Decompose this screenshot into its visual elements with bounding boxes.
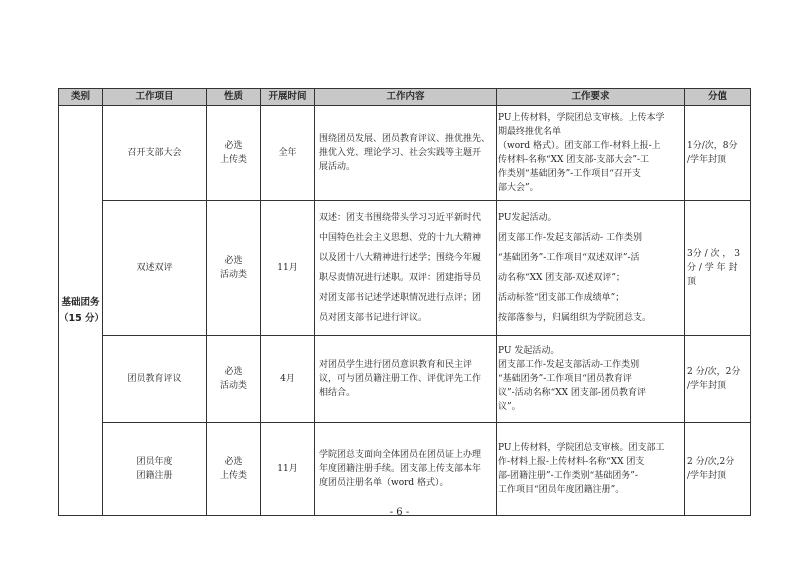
header-time: 开展时间 (261, 89, 315, 106)
content-line: 度团员注册名单（word 格式）。 (319, 478, 449, 488)
item-text: 团籍注册 (136, 471, 173, 481)
content-line: 职尽责情况进行述职。双评：团建指导员 (319, 273, 482, 283)
requirement-line: 动名称“XX 团支部-双述双评”； (498, 273, 625, 283)
category-name: 基础团务 (61, 296, 100, 308)
nature-cell (207, 106, 261, 201)
content-cell (315, 423, 497, 516)
requirement-cell (497, 336, 685, 423)
score-cell (685, 423, 751, 516)
requirement-line: 议”。 (498, 402, 521, 412)
score-cell (685, 336, 751, 423)
nature-text: 必选 (224, 256, 243, 266)
header-category: 类别 (59, 89, 103, 106)
table-row (59, 336, 751, 423)
time-cell: 11月 (261, 423, 315, 516)
page-number: - 6 - (389, 507, 410, 518)
content-line: 推优入党、理论学习、社会实践等主题开 (319, 148, 482, 158)
content-line: 以及团十八大精神进行述学；围绕今年履 (319, 253, 482, 263)
header-item: 工作项目 (103, 89, 207, 106)
nature-text: 活动类 (219, 270, 247, 280)
item-cell (103, 106, 207, 201)
nature-cell (207, 423, 261, 516)
content-line: 相结合。 (319, 388, 356, 398)
nature-text: 必选 (224, 367, 243, 377)
nature-text: 上传类 (219, 155, 247, 165)
requirement-cell (497, 423, 685, 516)
score-line: 2 分/次，2分 (687, 367, 741, 377)
content-line: 对团支部书记述学述职情况进行点评；团 (319, 293, 482, 303)
nature-text: 上传类 (219, 471, 247, 481)
header-nature: 性质 (207, 89, 261, 106)
time-cell: 全年 (261, 106, 315, 201)
content-line: 对团员学生进行团员意识教育和民主评 (319, 360, 473, 370)
header-content: 工作内容 (315, 89, 497, 106)
score-cell (685, 106, 751, 201)
requirement-line: “基础团务”-工作项目“双述双评”-活 (498, 253, 640, 263)
requirement-cell (497, 201, 685, 336)
work-table (58, 88, 751, 516)
content-line: 双述：团支书围绕带头学习习近平新时代 (319, 213, 482, 223)
item-text: 团员教育评议 (127, 374, 182, 384)
content-line: 展活动。 (319, 162, 356, 172)
requirement-line: 期最终推优名单 (498, 127, 562, 137)
content-line: 年度团籍注册手续。团支部上传支部本年 (319, 464, 482, 474)
table-row (59, 423, 751, 516)
item-text: 双述双评 (136, 263, 173, 273)
requirement-line: 传材料-名称“XX 团支部-支部大会”-工 (498, 155, 650, 165)
requirement-line: 按部落参与，归属组织为学院团总支。 (498, 313, 652, 323)
score-line: 2 分/次,2分 (687, 457, 735, 467)
header-score: 分值 (685, 89, 751, 106)
requirement-line: 作-材料上报-上传材料-名称“XX 团支 (498, 457, 645, 467)
content-cell (315, 106, 497, 201)
item-cell (103, 201, 207, 336)
time-cell: 4月 (261, 336, 315, 423)
requirement-line: 工作项目“团员年度团籍注册”。 (498, 485, 625, 495)
score-cell (685, 201, 751, 336)
requirement-line: PU 发起活动。 (498, 346, 560, 356)
requirement-line: 活动标签“团支部工作成绩单”； (498, 293, 625, 303)
requirement-line: “基础团务”-工作项目“团员教育评 (498, 374, 632, 384)
score-line: /学年封顶 (687, 381, 727, 391)
category-points: （15 分） (59, 312, 105, 324)
requirement-line: PU发起活动。 (498, 213, 557, 223)
content-cell (315, 201, 497, 336)
item-cell (103, 423, 207, 516)
requirement-line: 部-团籍注册”-工作类别“基础团务”- (498, 471, 638, 481)
score-line: 顶 (687, 277, 697, 287)
requirement-line: 团支部工作-发起支部活动-工作类别 (498, 360, 640, 370)
score-line: /学年封顶 (687, 155, 727, 165)
item-text: 团员年度 (136, 457, 173, 467)
nature-text: 必选 (224, 141, 243, 151)
nature-text: 活动类 (219, 381, 247, 391)
requirement-line: 部大会”。 (498, 183, 539, 193)
content-cell (315, 336, 497, 423)
score-line: 分 / 学 年 封 (687, 263, 738, 273)
time-cell: 11月 (261, 201, 315, 336)
item-cell (103, 336, 207, 423)
table-row (59, 106, 751, 201)
requirement-line: 团支部工作-发起支部活动- 工作类别 (498, 233, 642, 243)
category-cell (59, 106, 103, 516)
header-requirement: 工作要求 (497, 89, 685, 106)
item-text: 召开支部大会 (127, 148, 182, 158)
requirement-line: （word 格式）。团支部工作-材料上报-上 (498, 141, 661, 151)
requirement-line: PU上传材料，学院团总支审核。上传本学 (498, 113, 665, 123)
nature-cell (207, 201, 261, 336)
score-line: 1分/次，8分 (687, 141, 738, 151)
score-line: /学年封顶 (687, 471, 727, 481)
nature-cell (207, 336, 261, 423)
requirement-line: 作类别“基础团务”-工作项目“召开支 (498, 169, 641, 179)
content-line: 中国特色社会主义思想、党的十九大精神 (319, 233, 482, 243)
table-row (59, 201, 751, 336)
content-line: 围绕团员发展、团员教育评议、推优推先、 (319, 134, 491, 144)
requirement-cell (497, 106, 685, 201)
requirement-line: 议”-活动名称“XX 团支部-团员教育评 (498, 388, 646, 398)
requirement-line: PU上传材料，学院团总支审核。团支部工 (498, 443, 665, 453)
content-line: 学院团总支面向全体团员在团员证上办理 (319, 450, 482, 460)
content-line: 员对团支部书记进行评议。 (319, 313, 428, 323)
score-line: 3分 / 次 ， 3 (687, 249, 740, 259)
table-header-row (59, 89, 751, 106)
content-line: 议，可与团员籍注册工作、评优评先工作 (319, 374, 482, 384)
nature-text: 必选 (224, 457, 243, 467)
